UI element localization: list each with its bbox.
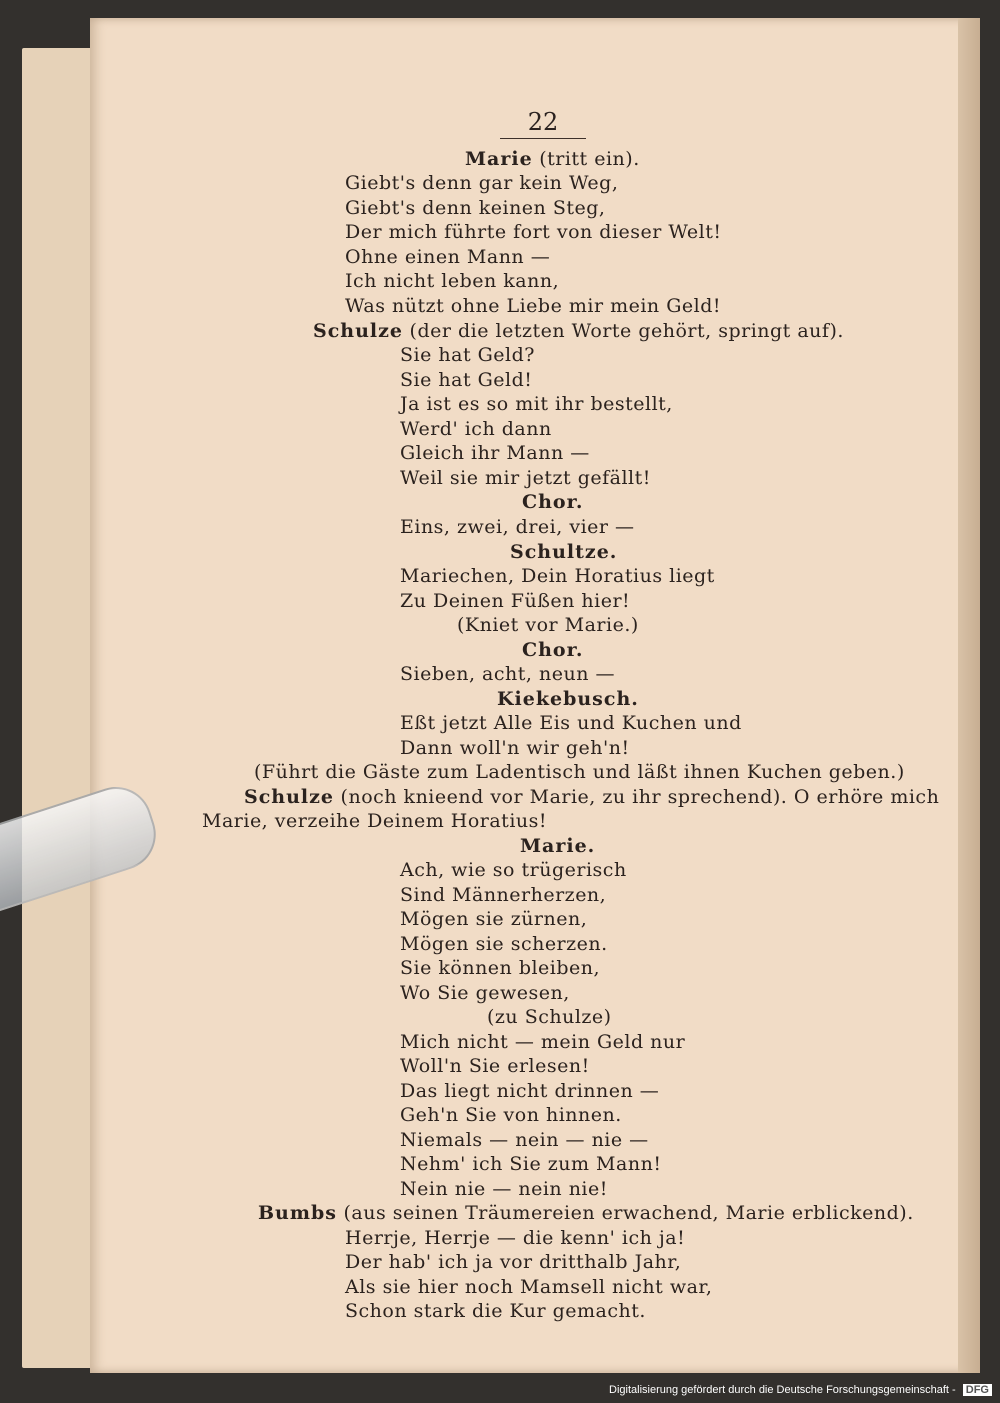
text-line: [244, 786, 939, 808]
line-text: Nehm' ich Sie zum Mann!: [400, 1153, 662, 1175]
text-line: [345, 1227, 685, 1249]
line-text: Der hab' ich ja vor dritthalb Jahr,: [345, 1251, 682, 1273]
line-text: Wo Sie gewesen,: [400, 982, 570, 1004]
text-line: [400, 933, 608, 955]
line-text: Ach, wie so trügerisch: [400, 859, 627, 881]
text-line: [400, 590, 630, 612]
text-line: [400, 1055, 590, 1077]
text-line: [400, 957, 600, 979]
header-rule: [500, 138, 586, 139]
text-line: [400, 467, 651, 489]
speaker-name: Kiekebusch.: [497, 688, 639, 710]
line-text: Ohne einen Mann —: [345, 246, 551, 268]
speaker-name: Bumbs: [258, 1202, 337, 1224]
line-text: Als sie hier noch Mamsell nicht war,: [345, 1276, 713, 1298]
text-line: [345, 1300, 646, 1322]
text-line: [400, 1178, 608, 1200]
line-text: Der mich führte fort von dieser Welt!: [345, 221, 722, 243]
line-text: Mariechen, Dein Horatius liegt: [400, 565, 715, 587]
text-line: [345, 172, 618, 194]
line-text: Giebt's denn keinen Steg,: [345, 197, 606, 219]
line-text: Nein nie — nein nie!: [400, 1178, 608, 1200]
line-text: Giebt's denn gar kein Weg,: [345, 172, 619, 194]
text-line: [487, 1006, 612, 1028]
line-text: Mögen sie zürnen,: [400, 908, 588, 930]
text-line: [400, 418, 552, 440]
text-line: [522, 639, 584, 661]
text-line: [400, 1153, 661, 1175]
speaker-name: Schulze: [244, 786, 335, 808]
text-line: [510, 541, 617, 563]
line-text: Herrje, Herrje — die kenn' ich ja!: [345, 1227, 686, 1249]
text-line: [345, 1251, 681, 1273]
text-line: [313, 320, 844, 342]
line-text: Das liegt nicht drinnen —: [400, 1080, 660, 1102]
line-text: Sind Männerherzen,: [400, 884, 607, 906]
speaker-name: Marie.: [520, 835, 596, 857]
line-text: Zu Deinen Füßen hier!: [400, 590, 631, 612]
text-line: [345, 221, 721, 243]
text-line: [400, 737, 630, 759]
line-text: Marie, verzeihe Deinem Horatius!: [202, 810, 548, 832]
speaker-name: Chor.: [522, 491, 584, 513]
text-line: [400, 369, 532, 391]
text-line: [345, 246, 550, 268]
footer-credit: [609, 1384, 992, 1396]
text-line: [400, 1080, 659, 1102]
line-text: Sieben, acht, neun —: [400, 663, 615, 685]
text-line: [400, 663, 615, 685]
line-text: (Führt die Gäste zum Ladentisch und läßt ihnen Kuchen geben.): [254, 761, 905, 783]
text-line: [400, 1031, 685, 1053]
line-text: (Kniet vor Marie.): [457, 614, 639, 636]
text-line: [345, 295, 721, 317]
text-line: [400, 908, 587, 930]
line-text: Eins, zwei, drei, vier —: [400, 516, 635, 538]
speaker-name: Schultze.: [510, 541, 618, 563]
line-text: Dann woll'n wir geh'n!: [400, 737, 630, 759]
line-text: Woll'n Sie erlesen!: [400, 1055, 590, 1077]
text-line: [520, 835, 595, 857]
text-line: [400, 712, 742, 734]
text-line: [465, 148, 640, 170]
speaker-name: Marie: [465, 148, 533, 170]
text-line: [345, 1276, 712, 1298]
line-text: (der die letzten Worte gehört, springt auf).: [403, 320, 844, 342]
text-line: [400, 1104, 622, 1126]
line-text: Weil sie mir jetzt gefällt!: [400, 467, 651, 489]
text-line: [400, 1129, 649, 1151]
line-text: Niemals — nein — nie —: [400, 1129, 649, 1151]
text-line: [457, 614, 639, 636]
line-text: Schon stark die Kur gemacht.: [345, 1300, 646, 1322]
line-text: Sie hat Geld?: [400, 344, 535, 366]
line-text: Mögen sie scherzen.: [400, 933, 608, 955]
text-line: [400, 859, 627, 881]
dfg-logo: DFG: [963, 1384, 992, 1396]
text-line: [400, 982, 570, 1004]
text-line: [345, 270, 559, 292]
text-line: [497, 688, 639, 710]
line-text: (aus seinen Träumereien erwachend, Marie erblickend).: [336, 1202, 914, 1224]
page-number: 22: [527, 108, 559, 136]
text-line: [400, 442, 590, 464]
speaker-name: Schulze: [313, 320, 404, 342]
line-text: Ich nicht leben kann,: [345, 270, 560, 292]
page-right-edge: [958, 18, 980, 1373]
line-text: Was nützt ohne Liebe mir mein Geld!: [345, 295, 721, 317]
footer-text: Digitalisierung gefördert durch die Deutsche Forschungsgemeinschaft -: [609, 1384, 956, 1396]
line-text: Sie hat Geld!: [400, 369, 533, 391]
line-text: (noch knieend vor Marie, zu ihr sprechend). O erhöre mich: [334, 786, 940, 808]
line-text: Gleich ihr Mann —: [400, 442, 590, 464]
text-line: [345, 197, 605, 219]
line-text: Ja ist es so mit ihr bestellt,: [400, 393, 673, 415]
line-text: Werd' ich dann: [400, 418, 552, 440]
line-text: Eßt jetzt Alle Eis und Kuchen und: [400, 712, 742, 734]
text-line: [254, 761, 905, 783]
text-line: [400, 393, 673, 415]
line-text: Sie können bleiben,: [400, 957, 601, 979]
text-line: [400, 516, 635, 538]
text-line: [400, 565, 715, 587]
line-text: Mich nicht — mein Geld nur: [400, 1031, 686, 1053]
line-text: (tritt ein).: [532, 148, 640, 170]
text-line: [202, 810, 547, 832]
text-line: [522, 491, 584, 513]
line-text: (zu Schulze): [487, 1006, 612, 1028]
text-line: [400, 344, 535, 366]
line-text: Geh'n Sie von hinnen.: [400, 1104, 622, 1126]
speaker-name: Chor.: [522, 639, 584, 661]
text-line: [400, 884, 606, 906]
text-line: [258, 1202, 914, 1224]
